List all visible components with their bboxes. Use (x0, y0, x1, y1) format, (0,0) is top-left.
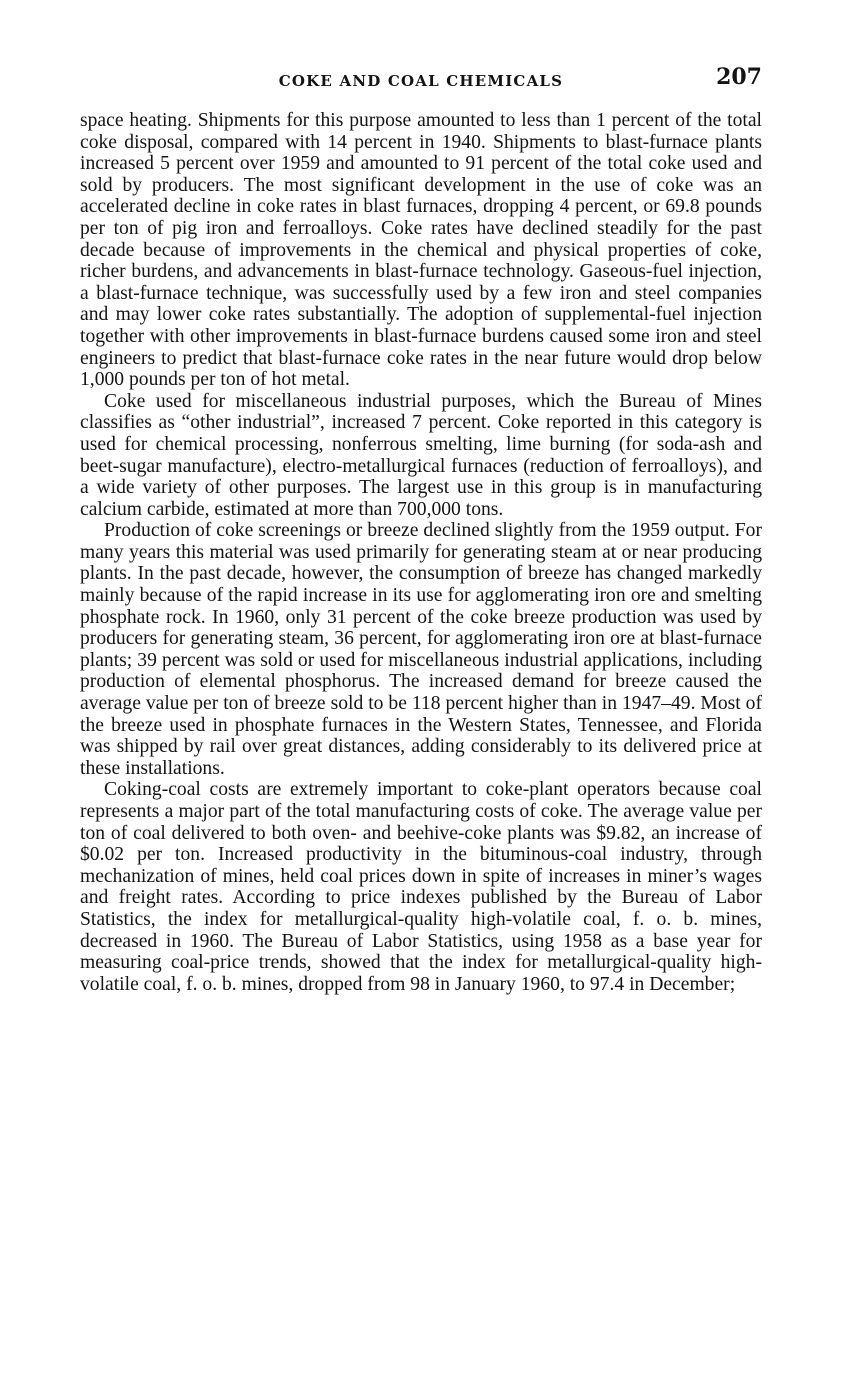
paragraph-coking-coal-costs: Coking-coal costs are extremely important to coke-plant operators because coal represents a major part of the total manufacturing costs of coke. The average value per ton of coal delivered to both oven- and beehive-coke plants was $9.82, an increase of $0.02 per ton. Increased productivity in the bituminous-coal industry, through mechanization of mines, held coal prices down in spite of increases in miner’s wages and freight rates. According to price indexes published by the Bureau of Labor Statistics, the index for metallurgical-quality high-volatile coal, f. o. b. mines, decreased in 1960. The Bureau of Labor Statistics, using 1958 as a base year for measuring coal-price trends, showed that the index for metallurgical-quality high-volatile coal, f. o. b. mines, dropped from 98 in January 1960, to 97.4 in December; (80, 779, 762, 995)
paragraph-other-industrial: Coke used for miscellaneous industrial purposes, which the Bureau of Mines classifies as “other industrial”, increased 7 percent. Coke reported in this category is used for chemical processing, nonferrous smelting, lime burning (for soda-ash and beet-sugar manufacture), electro-metallurgical furnaces (reduction of ferroalloys), and a wide variety of other purposes. The largest use in this group is in manufacturing calcium carbide, estimated at more than 700,000 tons. (80, 390, 762, 520)
running-title: COKE AND COAL CHEMICALS (278, 72, 564, 90)
paragraph-coke-shipments: space heating. Shipments for this purpose amounted to less than 1 percent of the total coke disposal, compared with 14 percent in 1940. Shipments to blast-furnace plants increased 5 percent over 1959 and amounted to 91 percent of the total coke used and sold by producers. The most significant development in the use of coke was an accelerated decline in coke rates in blast furnaces, dropping 4 percent, or 69.8 pounds per ton of pig iron and ferroalloys. Coke rates have declined steadily for the past decade because of improvements in the chemical and physical properties of coke, richer burdens, and advancements in blast-furnace technology. Gaseous-fuel injection, a blast-furnace technique, was successfully used by a few iron and steel companies and may lower coke rates substantially. The adoption of supplemental-fuel injection together with other improvements in blast-furnace burdens caused some iron and steel engineers to predict that blast-furnace coke rates in the near future would drop below 1,000 pounds per ton of hot metal. (80, 110, 762, 391)
page-number: 207 (716, 64, 762, 90)
document-page (80, 64, 762, 995)
running-header (80, 64, 762, 96)
body-text (80, 110, 762, 995)
paragraph-coke-breeze: Production of coke screenings or breeze declined slightly from the 1959 output. For many years this material was used primarily for generating steam at or near producing plants. In the past decade, however, the consumption of breeze has changed markedly mainly because of the rapid increase in its use for agglomerating iron ore and smelting phosphate rock. In 1960, only 31 percent of the coke breeze production was used by producers for generating steam, 36 percent, for agglomerating iron ore at blast-furnace plants; 39 percent was sold or used for miscellaneous industrial applications, including production of elemental phosphorus. The increased demand for breeze caused the average value per ton of breeze sold to be 118 percent higher than in 1947–49. Most of the breeze used in phosphate furnaces in the Western States, Tennessee, and Florida was shipped by rail over great distances, adding considerably to its delivered price at these installations. (80, 520, 762, 779)
